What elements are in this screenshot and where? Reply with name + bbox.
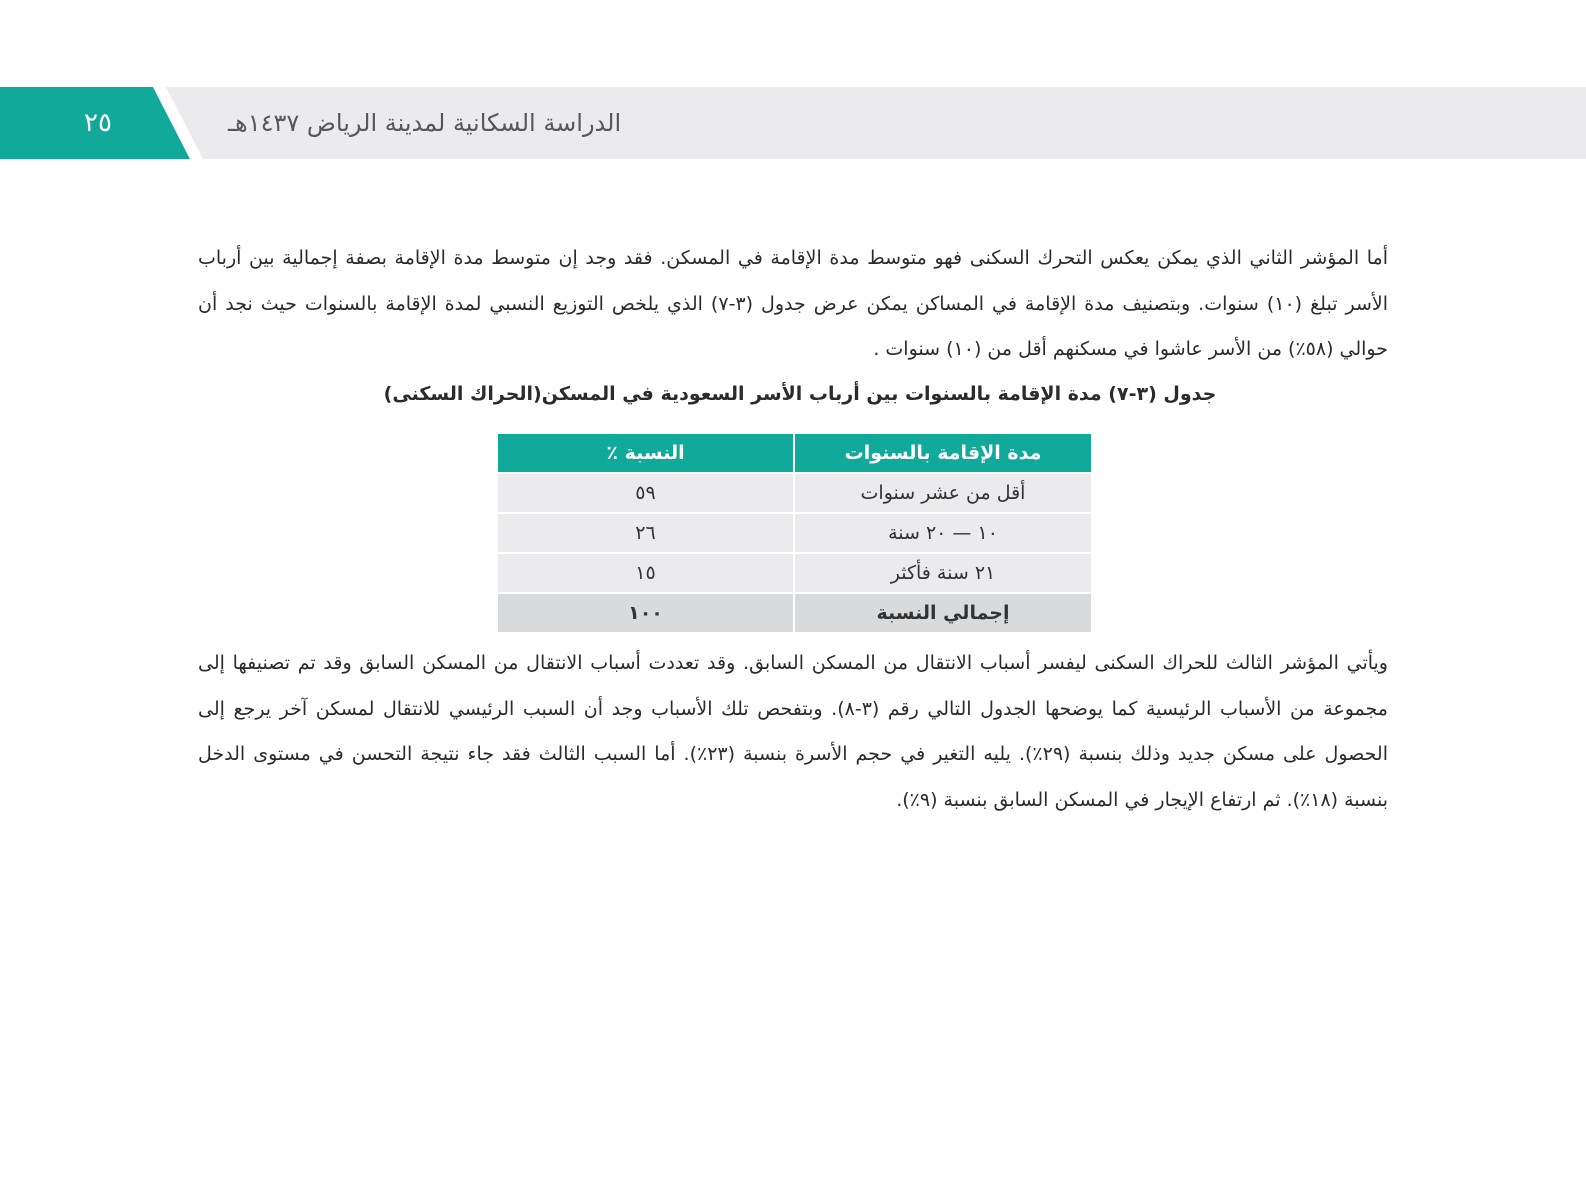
cell-percent: ١٥ bbox=[497, 553, 794, 593]
page-number: ٢٥ bbox=[84, 108, 112, 138]
header-duration: مدة الإقامة بالسنوات bbox=[794, 433, 1092, 473]
cell-duration: أقل من عشر سنوات bbox=[794, 473, 1092, 513]
cell-duration: ٢١ سنة فأكثر bbox=[794, 553, 1092, 593]
table-caption: جدول (٣-٧) مدة الإقامة بالسنوات بين أرباب الأسر السعودية في المسكن(الحراك السكنى) bbox=[383, 383, 1217, 405]
running-header-title: الدراسة السكانية لمدينة الرياض ١٤٣٧هـ bbox=[228, 109, 622, 137]
table-row bbox=[497, 473, 1092, 513]
table-row bbox=[497, 553, 1092, 593]
header-percent: النسبة ٪ bbox=[497, 433, 794, 473]
cell-duration: ١٠ — ٢٠ سنة bbox=[794, 513, 1092, 553]
paragraph-residence-duration: أما المؤشر الثاني الذي يمكن يعكس التحرك السكنى فهو متوسط مدة الإقامة في المسكن. فقد وجد إن متوسط مدة الإقامة بصفة إجمالية بين أرباب الأسر تبلغ (١٠) سنوات. وبتصنيف مدة الإقامة في المساكن يمكن عرض جدول (٣-٧) الذي يلخص التوزيع النسبي لمدة الإقامة بالسنوات حيث نجد أن حوالي (٥٨٪) من الأسر عاشوا في مسكنهم أقل من (١٠) سنوات . bbox=[198, 247, 1389, 360]
cell-total-percent: ١٠٠ bbox=[497, 593, 794, 633]
page-number-tab bbox=[0, 87, 205, 159]
table-total-row bbox=[497, 593, 1092, 633]
table-header-row bbox=[497, 433, 1092, 473]
cell-percent: ٥٩ bbox=[497, 473, 794, 513]
table-row bbox=[497, 513, 1092, 553]
cell-total-label: إجمالي النسبة bbox=[794, 593, 1092, 633]
cell-percent: ٢٦ bbox=[497, 513, 794, 553]
paragraph-moving-reasons: ويأتي المؤشر الثالث للحراك السكنى ليفسر أسباب الانتقال من المسكن السابق. وقد تعددت أسباب الانتقال من المسكن السابق وقد تم تصنيفها إلى مجموعة من الأسباب الرئيسية كما يوضحها الجدول التالي رقم (٣-٨). وبتفحص تلك الأسباب وجد أن السبب الرئيسي للانتقال لمسكن آخر يرجع إلى الحصول على مسكن جديد وذلك بنسبة (٢٩٪). يليه التغير في حجم الأسرة بنسبة (٢٣٪). أما السبب الثالث فقد جاء نتيجة التحسن في مستوى الدخل بنسبة (١٨٪). ثم ارتفاع الإيجار في المسكن السابق بنسبة (٩٪). bbox=[198, 652, 1388, 811]
residence-duration-table bbox=[496, 432, 1093, 634]
